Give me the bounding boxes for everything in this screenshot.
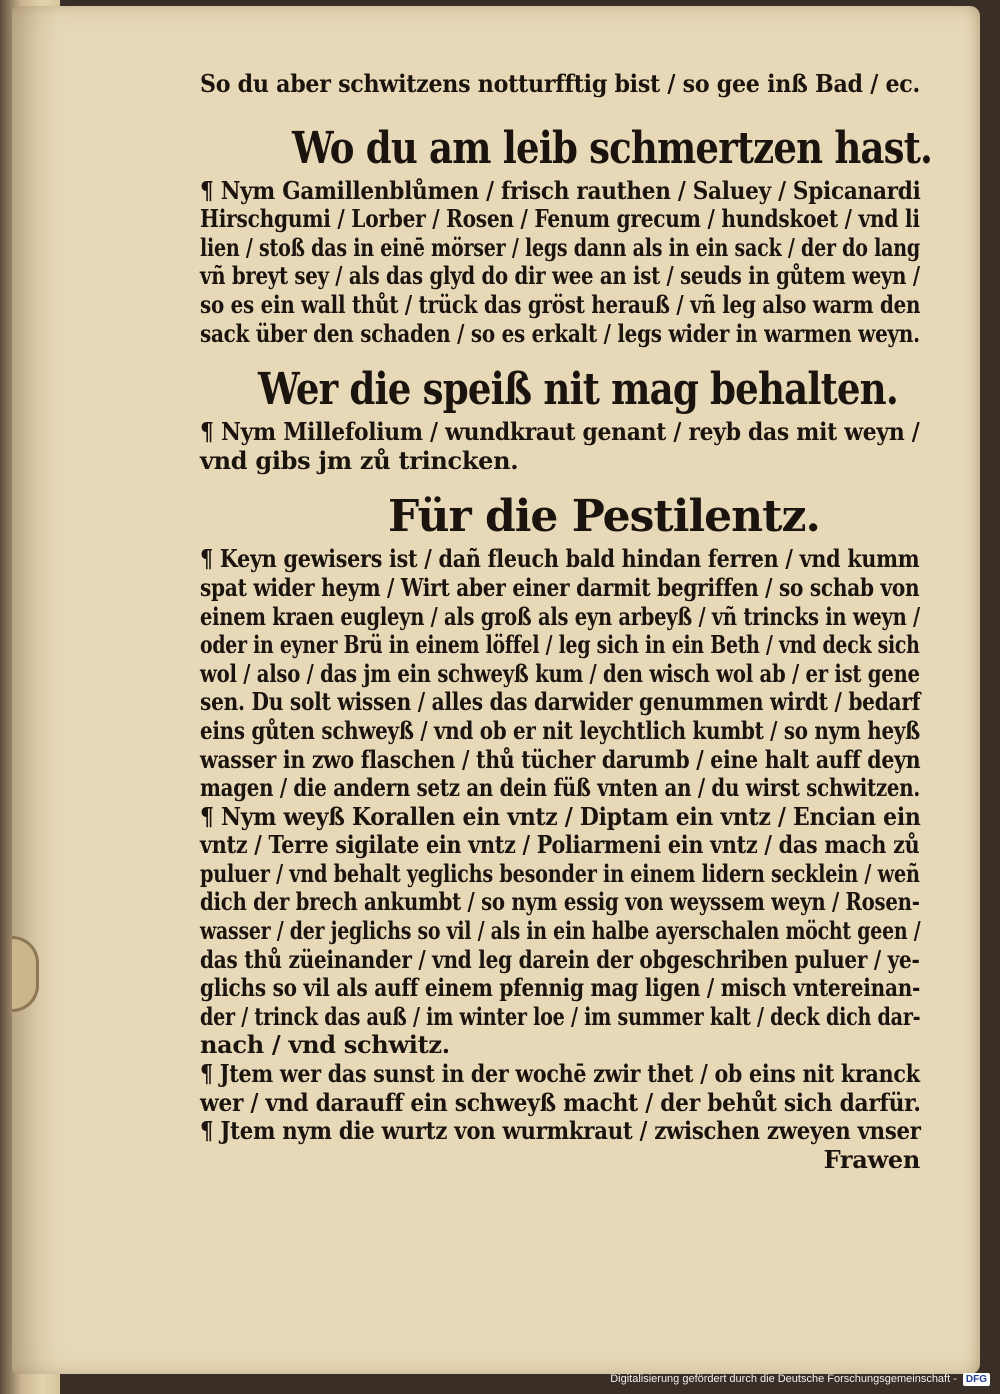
footer-text: Digitalisierung gefördert durch die Deutsche Forschungsgemeinschaft - [610, 1373, 957, 1385]
text-line: vñ breyt sey / als das glyd do dir wee an ist / seuds in gůtem weyn / [200, 261, 920, 291]
top-line: So du aber schwitzens notturfftig bist / so gee inß Bad / ec. [200, 69, 920, 98]
text-line: puluer / vnd behalt yeglichs besonder in einem lidern secklein / weñ [200, 858, 920, 888]
section-pain [200, 177, 920, 349]
text-line: wasser in zwo flaschen / thů tücher darumb / eine halt auff deyn [200, 744, 921, 774]
text-line: sen. Du solt wissen / alles das darwider genummen wirdt / bedarf [200, 687, 921, 717]
text-line: ¶ Nym Millefolium / wundkraut genant / reyb das mit weyn / [200, 417, 920, 447]
text-line: glichs so vil als auff einem pfennig mag ligen / misch vntereinan- [200, 973, 921, 1003]
text-line: oder in eyner Brü in einem löffel / leg sich in ein Beth / vnd deck sich [200, 630, 920, 660]
text-line: Hirschgumi / Lorber / Rosen / Fenum grecum / hundskoet / vnd li [200, 204, 920, 234]
text-line: ¶ Jtem wer das sunst in der wochē zwir thet / ob eins nit kranck [200, 1059, 920, 1089]
text-line: spat wider heym / Wirt aber einer darmit begriffen / so schab von [200, 572, 920, 602]
text-line: magen / die andern setz an dein füß vnten an / du wirst schwitzen. [200, 773, 920, 803]
text-line: dich der brech ankumbt / so nym essig von weyssem weyn / Rosen- [200, 887, 920, 917]
text-line: wasser / der jeglichs so vil / als in ein halbe ayerschalen möcht geen / [200, 916, 921, 946]
text-line: sack über den schaden / so es erkalt / legs wider in warmen weyn. [200, 318, 920, 348]
text-line: vntz / Terre sigilate ein vntz / Poliarmeni ein vntz / das mach zů [200, 830, 920, 860]
text-line: wer / vnd darauff ein schweyß macht / der behůt sich darfür. [200, 1087, 921, 1117]
text-line: vnd gibs jm zů trincken. [200, 445, 519, 475]
text-line: ¶ Nym weyß Korallen ein vntz / Diptam ein vntz / Encian ein [200, 801, 921, 831]
text-line: ¶ Nym Gamillenblůmen / frisch rauthen / Saluey / Spicanardi [200, 175, 921, 205]
section-food [200, 418, 920, 475]
dfg-logo: DFG [963, 1373, 990, 1386]
page-text [200, 69, 933, 1174]
text-line: ¶ Keyn gewisers ist / dañ fleuch bald hindan ferren / vnd kumm [200, 544, 920, 574]
text-line: nach / vnd schwitz. [200, 1030, 450, 1060]
text-line: das thů züeinander / vnd leg darein der obgeschriben puluer / ye- [200, 944, 920, 974]
catchword: Frawen [823, 1144, 920, 1174]
heading-pestilence: Für die Pestilentz. [388, 491, 820, 543]
text-line: ¶ Jtem nym die wurtz von wurmkraut / zwischen zweyen vnser [200, 1116, 921, 1146]
text-line: so es ein wall thůt / trück das gröst herauß / vñ leg also warm den [200, 289, 921, 319]
section-pestilence [200, 545, 920, 1145]
text-line: eins gůten schweyß / vnd ob er nit leychtlich kumbt / so nym heyß [200, 715, 920, 745]
text-line: der / trinck das auß / im winter loe / im summer kalt / deck dich dar- [200, 1001, 921, 1031]
text-line: lien / stoß das in einē mörser / legs dann als in ein sack / der do lang [200, 232, 920, 262]
text-line: einem kraen eugleyn / als groß als eyn arbeyß / vñ trincks in weyn / [200, 601, 920, 631]
heading-food: Wer die speiß nit mag behalten. [258, 364, 898, 416]
text-line: wol / also / das jm ein schweyß kum / den wisch wol ab / er ist gene [200, 658, 920, 688]
heading-pain: Wo du am leib schmertzen hast. [292, 122, 933, 174]
footer-credit [610, 1370, 990, 1388]
page-clasp [12, 936, 39, 1012]
